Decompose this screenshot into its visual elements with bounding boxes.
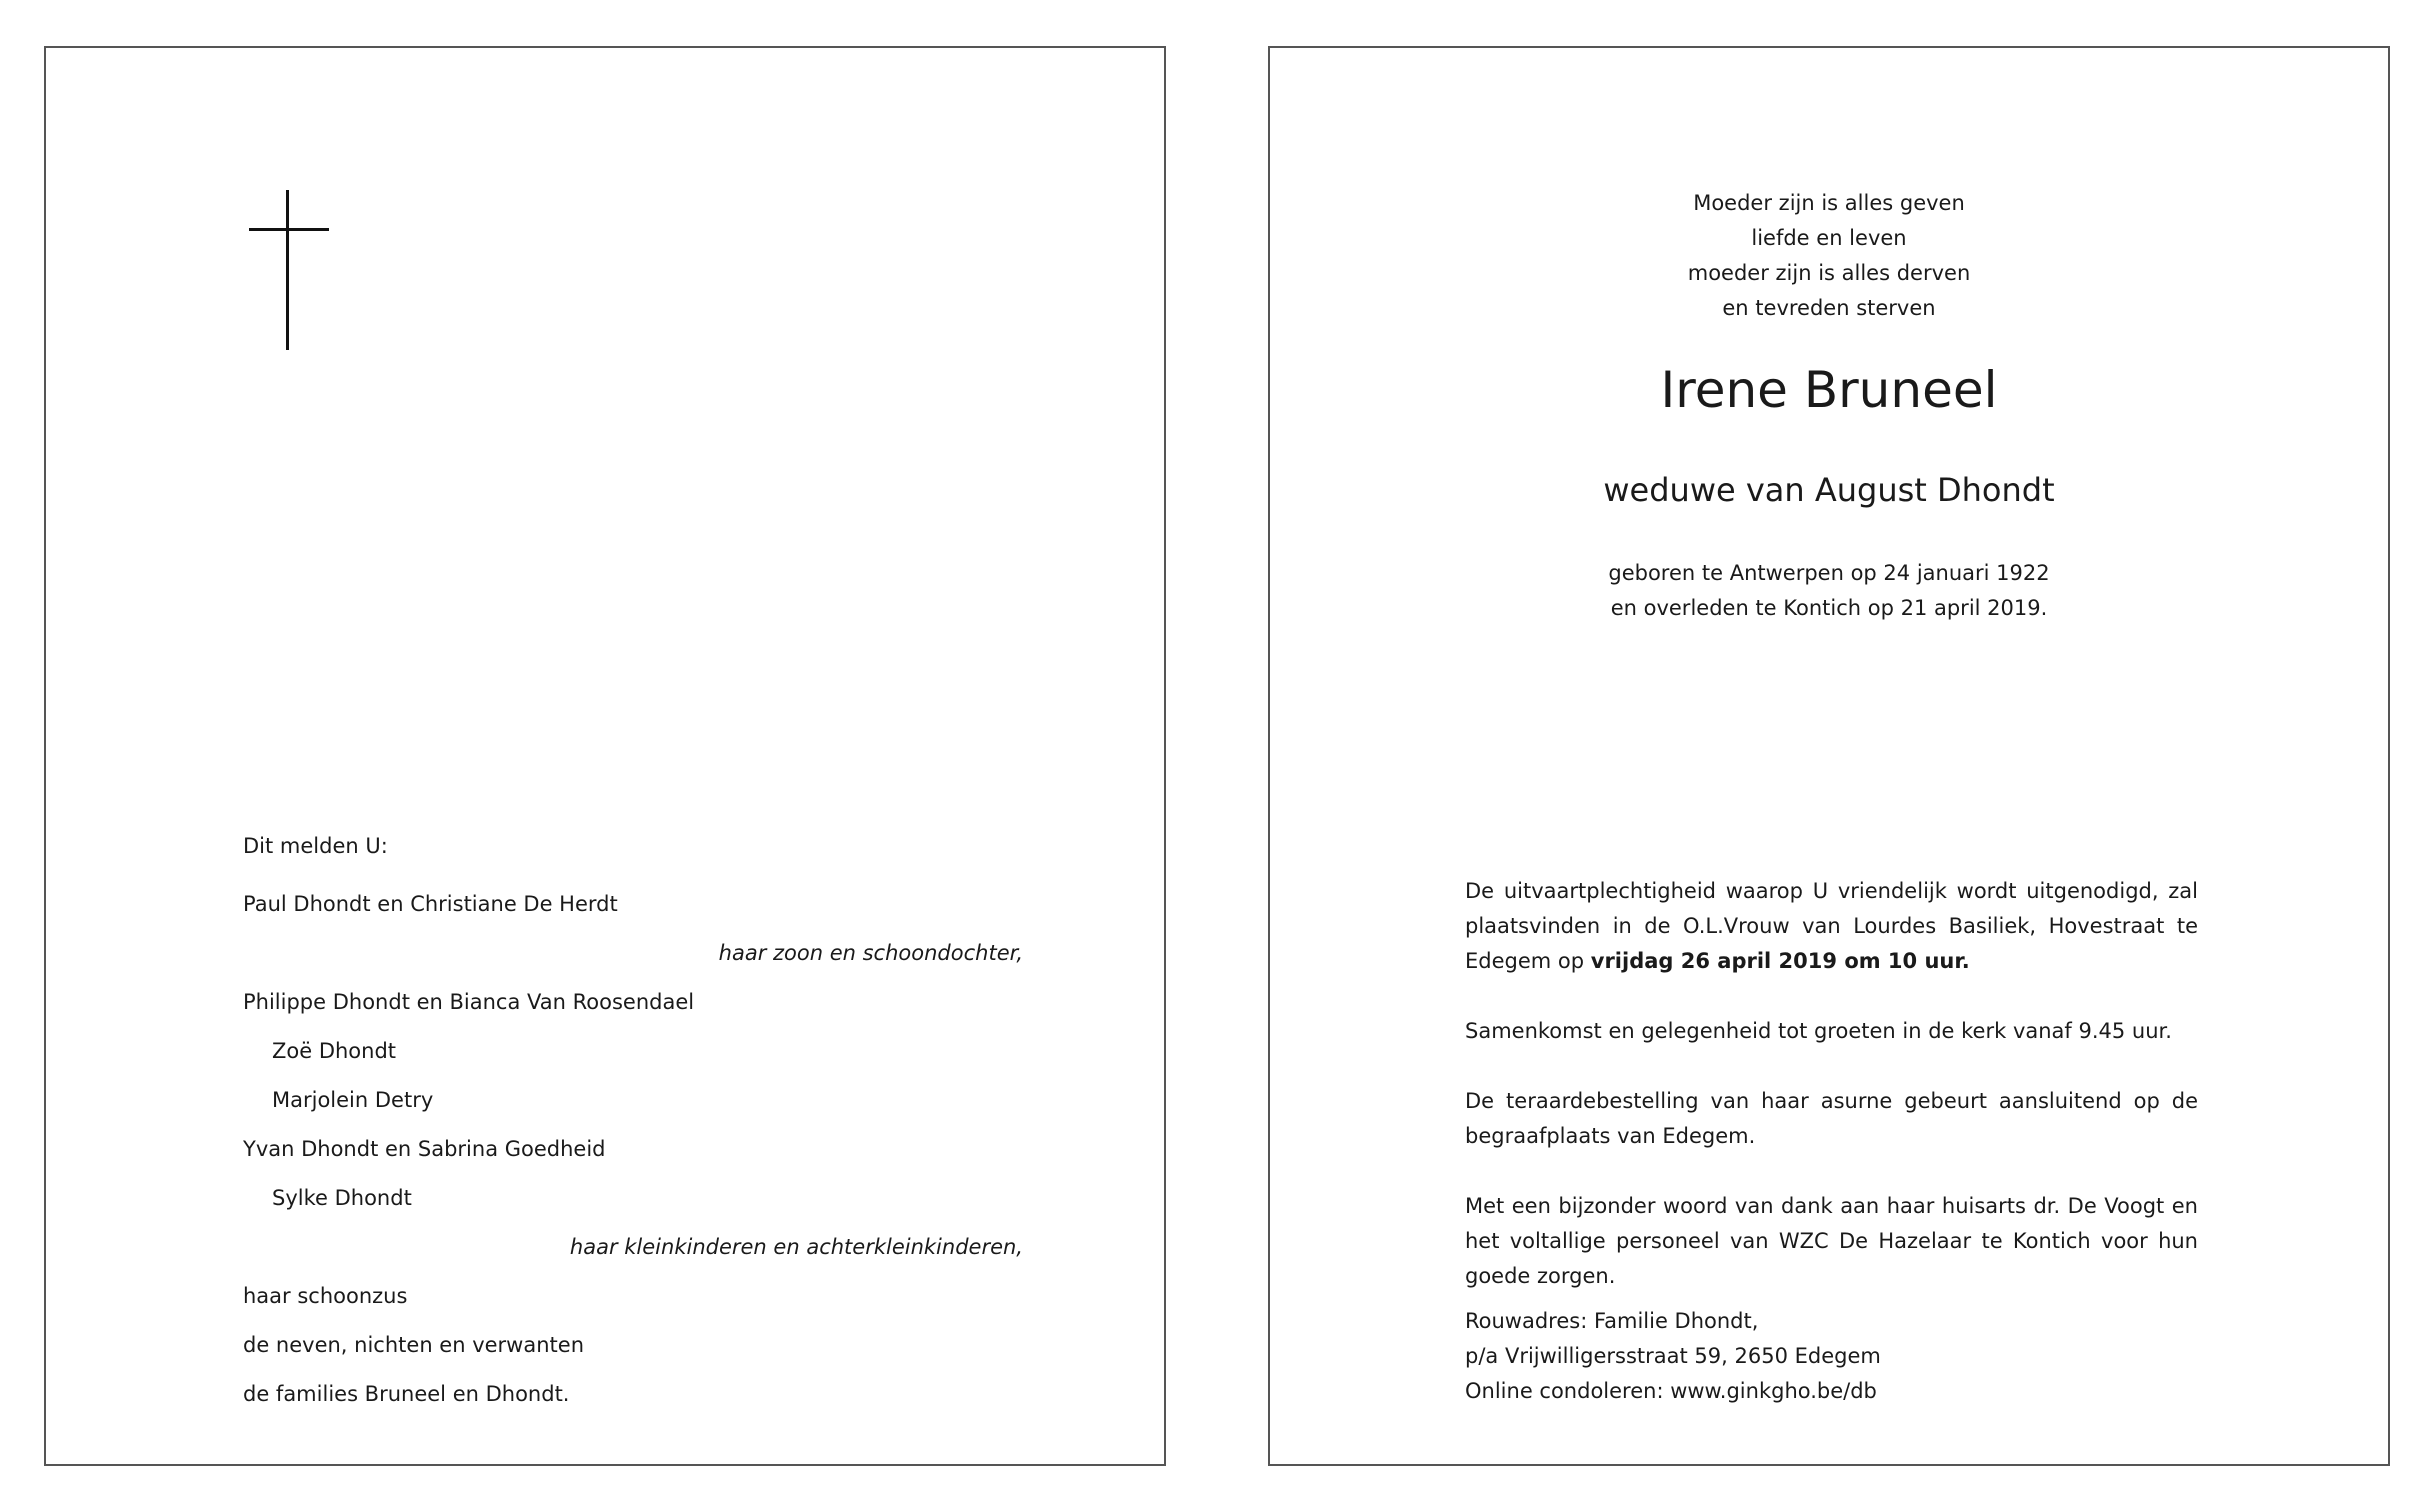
announce-text: Dit melden U: bbox=[243, 834, 388, 858]
thanks-paragraph: Met een bijzonder woord van dank aan haar huisarts dr. De Voogt en het voltallige personeel van WZC De Hazelaar te Kontich voor hun goede zorgen. bbox=[1465, 1194, 2198, 1288]
poem-line: en tevreden sterven bbox=[1722, 296, 1936, 320]
right-page bbox=[1268, 46, 2390, 1466]
mourner-line: Zoë Dhondt bbox=[272, 1039, 397, 1063]
funeral-paragraph bbox=[1465, 874, 2198, 979]
deceased-name: Irene Bruneel bbox=[1660, 361, 1998, 419]
relation-line: haar zoon en schoondochter, bbox=[718, 941, 1023, 965]
condolence-link: Online condoleren: www.ginkgho.be/db bbox=[1465, 1379, 1877, 1403]
burial-paragraph: De teraardebestelling van haar asurne gebeurt aansluitend op de begraafplaats van Edegem. bbox=[1465, 1089, 2198, 1148]
address-line: p/a Vrijwilligersstraat 59, 2650 Edegem bbox=[1465, 1344, 1881, 1368]
poem bbox=[1270, 186, 2388, 326]
death-line: en overleden te Kontich op 21 april 2019. bbox=[1610, 596, 2048, 620]
mourner-line: Philippe Dhondt en Bianca Van Roosendael bbox=[243, 990, 695, 1014]
birth-line: geboren te Antwerpen op 24 januari 1922 bbox=[1608, 561, 2050, 585]
mourner-line: de neven, nichten en verwanten bbox=[243, 1333, 585, 1357]
cross-icon bbox=[249, 190, 329, 350]
mourner-line: Marjolein Detry bbox=[272, 1088, 434, 1112]
address-line: Rouwadres: Familie Dhondt, bbox=[1465, 1309, 1759, 1333]
funeral-date: vrijdag 26 april 2019 om 10 uur. bbox=[1590, 949, 1970, 973]
relation-line: haar kleinkinderen en achterkleinkinderen, bbox=[569, 1235, 1023, 1259]
mourner-line: de families Bruneel en Dhondt. bbox=[243, 1382, 570, 1406]
funeral-text: De uitvaartplechtigheid waarop U vriendelijk wordt uitgenodigd, zal plaatsvinden in de O.L.Vrouw van Lourdes Basiliek, Hovestraat te Edegem op bbox=[1465, 879, 2198, 973]
poem-line: moeder zijn is alles derven bbox=[1687, 261, 1971, 285]
mourner-line: haar schoonzus bbox=[243, 1284, 408, 1308]
mourner-line: Paul Dhondt en Christiane De Herdt bbox=[243, 892, 618, 916]
address-block bbox=[1465, 1304, 1881, 1409]
poem-line: Moeder zijn is alles geven bbox=[1693, 191, 1965, 215]
left-page bbox=[44, 46, 1166, 1466]
poem-line: liefde en leven bbox=[1751, 226, 1907, 250]
mourner-line: Yvan Dhondt en Sabrina Goedheid bbox=[243, 1137, 606, 1161]
gathering-paragraph: Samenkomst en gelegenheid tot groeten in de kerk vanaf 9.45 uur. bbox=[1465, 1019, 2172, 1043]
life-dates bbox=[1270, 556, 2388, 626]
mourner-line: Sylke Dhondt bbox=[272, 1186, 412, 1210]
widow-line: weduwe van August Dhondt bbox=[1603, 471, 2055, 509]
